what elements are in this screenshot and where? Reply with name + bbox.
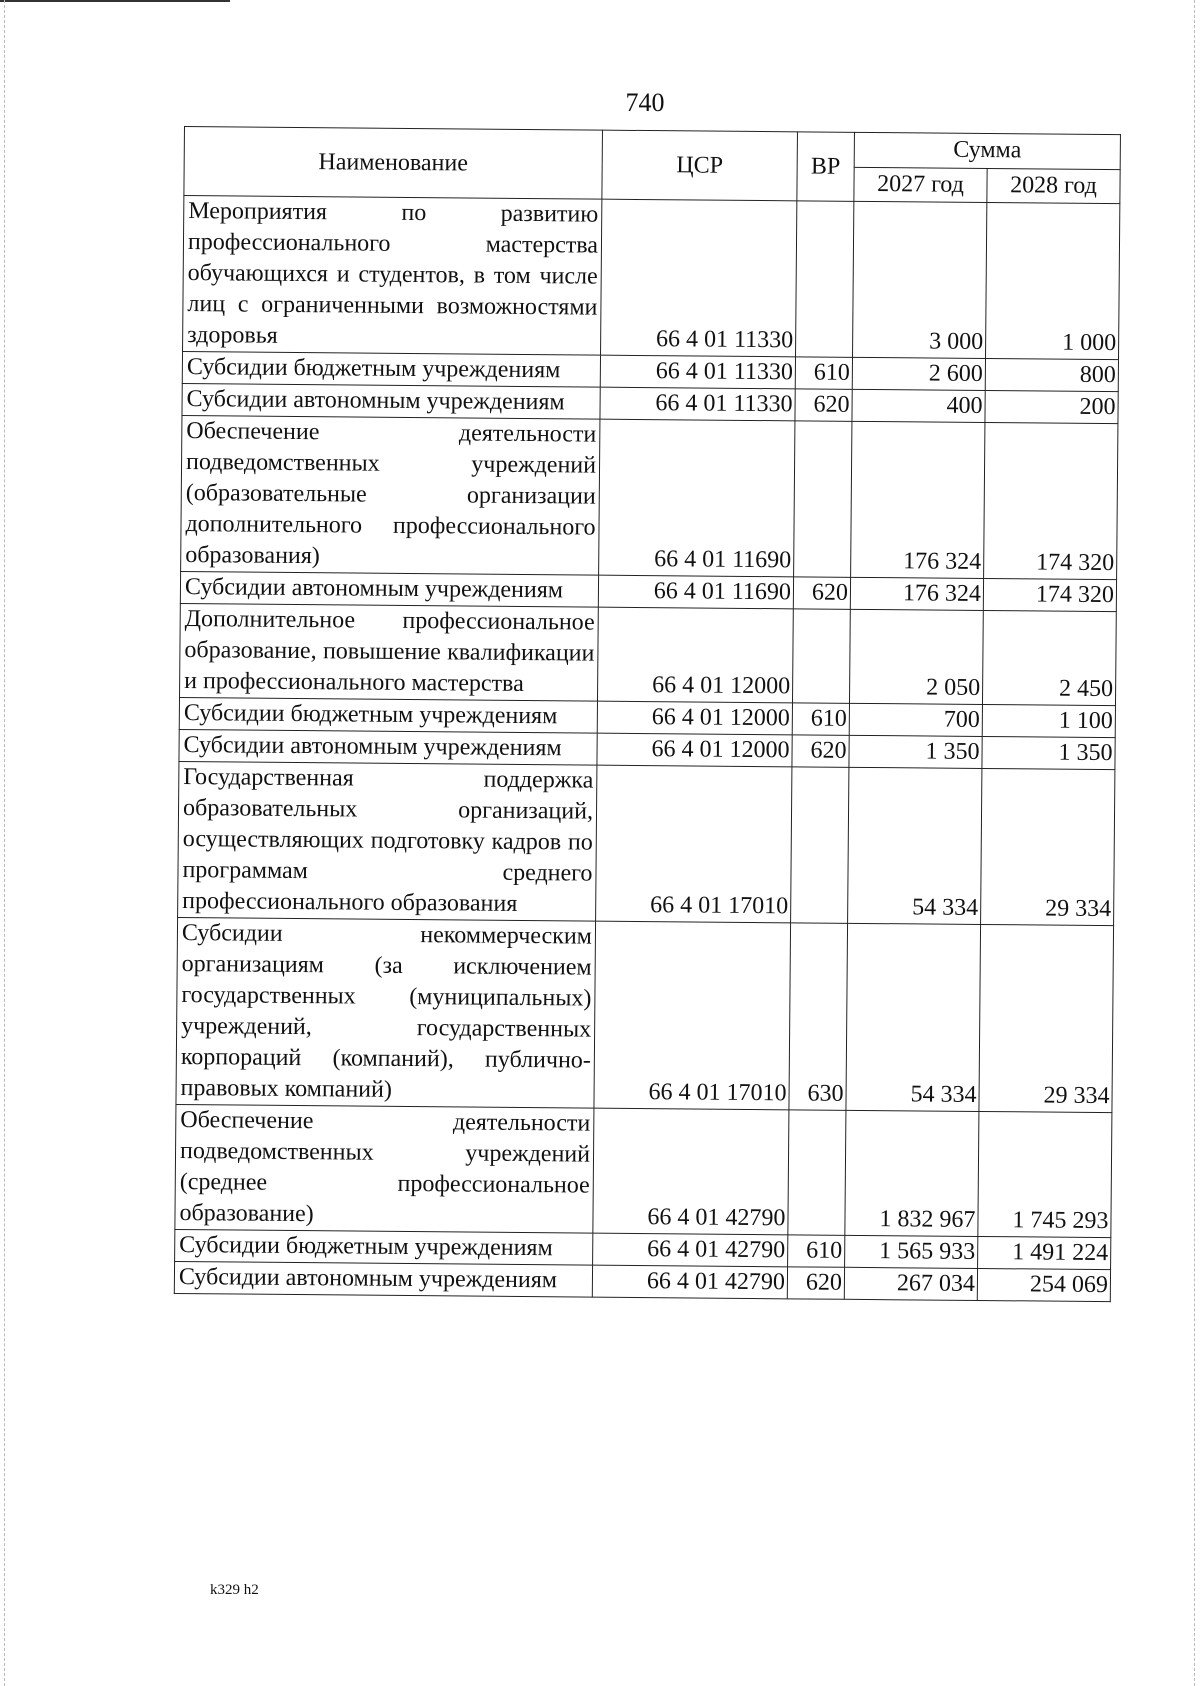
- table-header: [184, 127, 1121, 204]
- cell-sum-2027: 1 350: [849, 735, 982, 768]
- cell-vr: [792, 609, 850, 703]
- cell-sum-2027: 176 324: [851, 421, 985, 578]
- cell-name: Обеспечение деятельности подведомственных учреждений (образовательные организации дополнительного профессионального образования): [181, 415, 600, 575]
- table-row: [175, 1104, 1112, 1237]
- cell-name: Субсидии автономным учреждениям: [182, 383, 600, 419]
- cell-sum-2027: 2 050: [849, 609, 983, 704]
- header-sum: Сумма: [854, 132, 1120, 169]
- scan-left-edge: [4, 0, 5, 1686]
- cell-sum-2028: 800: [985, 359, 1118, 392]
- cell-sum-2028: 254 069: [977, 1268, 1110, 1301]
- cell-sum-2027: 2 600: [852, 357, 985, 390]
- cell-name: Субсидии бюджетным учреждениям: [175, 1229, 593, 1265]
- scan-edge-mark: [0, 0, 230, 6]
- cell-csr: 66 4 01 11330: [600, 387, 795, 421]
- cell-sum-2027: 176 324: [850, 577, 983, 610]
- cell-name: Субсидии бюджетным учреждениям: [182, 351, 600, 387]
- table-body: [174, 196, 1120, 1302]
- cell-vr: [791, 767, 849, 923]
- cell-csr: 66 4 01 42790: [593, 1233, 788, 1267]
- cell-sum-2027: 700: [849, 703, 982, 736]
- cell-csr: 66 4 01 17010: [594, 921, 791, 1110]
- cell-sum-2028: 2 450: [982, 610, 1116, 705]
- cell-vr: 620: [795, 389, 852, 421]
- cell-sum-2027: 400: [852, 389, 985, 422]
- cell-csr: 66 4 01 12000: [597, 733, 792, 767]
- cell-sum-2028: 174 320: [983, 578, 1116, 611]
- cell-sum-2028: 1 000: [986, 203, 1120, 360]
- cell-name: Субсидии некоммерческим организациям (за исключением государственных (муниципальных) учреждений, государственных корпораций (компаний), публично-правовых компаний): [176, 917, 596, 1108]
- table-row: [178, 761, 1115, 925]
- cell-name: Государственная поддержка образовательных организаций, осуществляющих подготовку кадров по программам среднего профессионального образования: [178, 761, 597, 921]
- cell-name: Субсидии автономным учреждениям: [179, 729, 597, 765]
- cell-name: Субсидии автономным учреждениям: [180, 571, 598, 607]
- cell-name: Субсидии автономным учреждениям: [174, 1261, 592, 1297]
- cell-vr: [794, 421, 852, 577]
- cell-vr: 630: [789, 923, 848, 1110]
- header-year-2027: 2027 год: [854, 167, 987, 203]
- cell-sum-2027: 54 334: [848, 767, 982, 924]
- cell-sum-2028: 200: [985, 391, 1118, 424]
- cell-csr: 66 4 01 11690: [598, 575, 793, 609]
- cell-vr: 610: [792, 703, 849, 735]
- table-row: [183, 196, 1120, 360]
- cell-vr: 610: [795, 357, 852, 389]
- cell-sum-2028: 1 745 293: [978, 1111, 1112, 1237]
- cell-csr: 66 4 01 11330: [600, 355, 795, 389]
- header-year-2028: 2028 год: [987, 168, 1120, 204]
- footer-code: k329 h2: [210, 1582, 259, 1598]
- cell-sum-2027: 267 034: [844, 1267, 977, 1300]
- cell-name: Обеспечение деятельности подведомственных учреждений (среднее профессиональное образование): [175, 1104, 594, 1233]
- cell-csr: 66 4 01 12000: [597, 607, 793, 703]
- cell-sum-2027: 54 334: [846, 923, 981, 1111]
- cell-vr: [788, 1110, 846, 1235]
- cell-vr: 610: [788, 1235, 845, 1267]
- scan-right-edge: [1194, 0, 1195, 1686]
- budget-table: [174, 126, 1121, 1302]
- cell-name: Дополнительное профессиональное образование, повышение квалификации и профессионального мастерства: [180, 603, 599, 701]
- cell-sum-2028: 1 350: [982, 736, 1115, 769]
- header-name: Наименование: [184, 127, 603, 200]
- cell-sum-2027: 1 832 967: [845, 1110, 979, 1236]
- header-csr: ЦСР: [602, 130, 798, 201]
- cell-sum-2027: 1 565 933: [845, 1235, 978, 1268]
- cell-vr: 620: [793, 577, 850, 609]
- cell-vr: [796, 201, 854, 357]
- cell-sum-2028: 1 100: [982, 704, 1115, 737]
- cell-sum-2028: 29 334: [979, 924, 1114, 1112]
- cell-csr: 66 4 01 11690: [599, 419, 795, 577]
- cell-sum-2027: 3 000: [853, 201, 987, 358]
- table-row: [180, 603, 1117, 705]
- table-row: [176, 917, 1114, 1112]
- cell-sum-2028: 29 334: [981, 768, 1115, 925]
- cell-csr: 66 4 01 42790: [592, 1265, 787, 1299]
- cell-csr: 66 4 01 17010: [596, 765, 792, 923]
- page-number: 740: [625, 88, 665, 117]
- table-row: [181, 415, 1118, 579]
- cell-csr: 66 4 01 42790: [593, 1108, 789, 1235]
- cell-vr: 620: [787, 1267, 844, 1299]
- cell-sum-2028: 174 320: [984, 423, 1118, 580]
- cell-csr: 66 4 01 11330: [601, 199, 797, 357]
- cell-vr: 620: [792, 735, 849, 767]
- header-vr: ВР: [797, 132, 855, 201]
- cell-sum-2028: 1 491 224: [978, 1236, 1111, 1269]
- cell-name: Субсидии бюджетным учреждениям: [179, 697, 597, 733]
- budget-table-container: [174, 126, 1121, 1302]
- cell-csr: 66 4 01 12000: [597, 701, 792, 735]
- cell-name: Мероприятия по развитию профессионального мастерства обучающихся и студентов, в том числе лиц с ограниченными возможностями здоровья: [183, 196, 602, 356]
